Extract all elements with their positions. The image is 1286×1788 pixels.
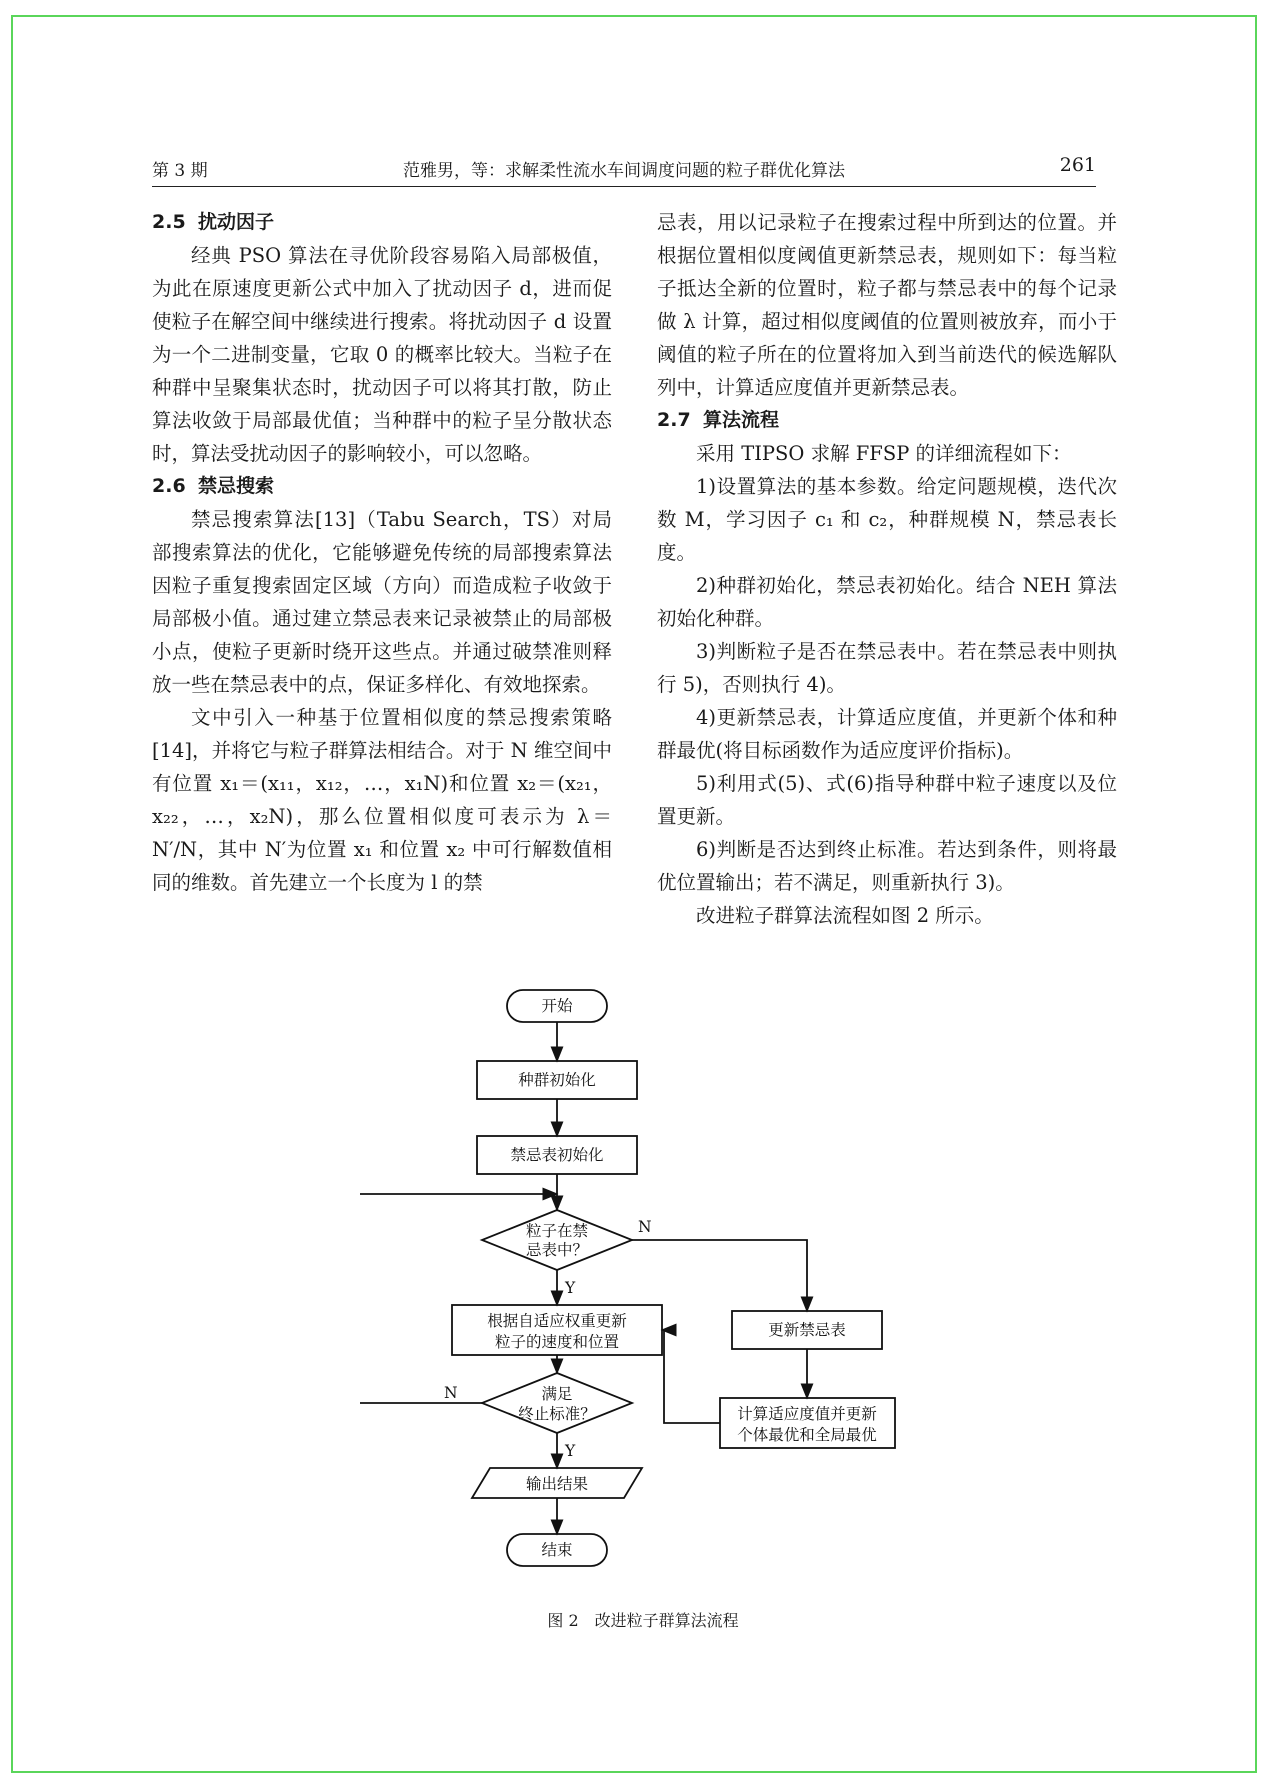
page-number: 261 (1059, 154, 1096, 176)
init-tabu-label: 禁忌表初始化 (510, 1146, 604, 1164)
arrow-calc-to-update (662, 1330, 720, 1423)
decision-in-tabu (482, 1210, 632, 1270)
step-5: 5)利用式(5)、式(6)指导种群中粒子速度以及位置更新。 (657, 772, 1117, 828)
left-column (152, 206, 612, 899)
paragraph: 改进粒子群算法流程如图 2 所示。 (696, 904, 994, 927)
section-heading-2-6: 2.6 禁忌搜索 (152, 475, 275, 497)
flowchart-figure (360, 978, 920, 1598)
arrow-decision-no (632, 1240, 807, 1311)
paragraph: 禁忌搜索算法[13]（Tabu Search，TS）对局部搜索算法的优化，它能够避免传统的局部搜索算法因粒子重复搜索固定区域（方向）而造成粒子收敛于局部极小值。通过建立禁忌表来记录被禁止的局部极小点，使粒子更新时绕开这些点。并通过破禁准则释放一些在禁忌表中的点，保证多样化、有效地探索。 (152, 508, 612, 696)
running-header (152, 152, 1096, 184)
step-4: 4)更新禁忌表，计算适应度值，并更新个体和种群最优(将目标函数作为适应度评价指标)。 (657, 706, 1117, 762)
section-heading-2-7: 2.7 算法流程 (657, 409, 780, 431)
branch-label-y2: Y (565, 1442, 576, 1460)
branch-label-n1: N (638, 1218, 652, 1236)
right-column (657, 206, 1117, 932)
decision-in-tabu-label-1: 粒子在禁 (525, 1222, 589, 1240)
branch-label-y1: Y (565, 1279, 576, 1297)
step-6: 6)判断是否达到终止标准。若达到条件，则将最优位置输出；若不满足，则重新执行 3)。 (657, 838, 1117, 894)
update-tabu-label: 更新禁忌表 (768, 1321, 846, 1339)
flowchart-svg (360, 978, 920, 1598)
paragraph: 文中引入一种基于位置相似度的禁忌搜索策略[14]，并将它与粒子群算法相结合。对于 N 维空间中有位置 x₁＝(x₁₁，x₁₂，…，x₁N)和位置 x₂＝(x₂₁，x₂₂，…，x₂N)，那么位置相似度可表示为 λ＝N′/N，其中 N′为位置 x₁ 和位置 x₂ 中可行解数值相同的维数。首先建立一个长度为 l 的禁 (152, 706, 612, 894)
init-population-label: 种群初始化 (518, 1071, 596, 1089)
paragraph: 忌表，用以记录粒子在搜索过程中所到达的位置。并根据位置相似度阈值更新禁忌表，规则如下：每当粒子抵达全新的位置时，粒子都与禁忌表中的每个记录做 λ 计算，超过相似度阈值的位置则被放弃，而小于阈值的粒子所在的位置将加入到当前迭代的候选解队列中，计算适应度值并更新禁忌表。 (657, 211, 1117, 399)
decision-termination (482, 1373, 632, 1433)
paragraph: 采用 TIPSO 求解 FFSP 的详细流程如下： (696, 442, 1072, 465)
update-velocity-label-1: 根据自适应权重更新 (487, 1312, 627, 1330)
running-title: 范雅男，等：求解柔性流水车间调度问题的粒子群优化算法 (403, 161, 845, 181)
calc-fitness-label-2: 个体最优和全局最优 (737, 1426, 877, 1444)
start-label: 开始 (541, 997, 573, 1015)
issue-number: 第 3 期 (152, 161, 208, 181)
calc-fitness-label-1: 计算适应度值并更新 (737, 1405, 877, 1423)
step-1: 1)设置算法的基本参数。给定问题规模，迭代次数 M，学习因子 c₁ 和 c₂，种群规模 N，禁忌表长度。 (657, 475, 1117, 564)
figure-caption: 图 2 改进粒子群算法流程 (547, 1611, 739, 1630)
output-label: 输出结果 (525, 1475, 589, 1493)
header-rule (152, 186, 1096, 187)
branch-label-n2: N (444, 1384, 458, 1402)
section-heading-2-5: 2.5 扰动因子 (152, 211, 275, 233)
decision-in-tabu-label-2: 忌表中？ (525, 1241, 589, 1259)
paragraph: 经典 PSO 算法在寻优阶段容易陷入局部极值，为此在原速度更新公式中加入了扰动因子 d，进而促使粒子在解空间中继续进行搜索。将扰动因子 d 设置为一个二进制变量，它取 0 的概率比较大。当粒子在种群中呈聚集状态时，扰动因子可以将其打散，防止算法收敛于局部最优值；当种群中的粒子呈分散状态时，算法受扰动因子的影响较小，可以忽略。 (152, 244, 612, 465)
update-velocity-label-2: 粒子的速度和位置 (494, 1333, 620, 1351)
decision-termination-label-2: 终止标准？ (518, 1405, 596, 1423)
decision-termination-label-1: 满足 (541, 1385, 573, 1403)
end-label: 结束 (541, 1541, 573, 1559)
step-2: 2)种群初始化，禁忌表初始化。结合 NEH 算法初始化种群。 (657, 574, 1117, 630)
step-3: 3)判断粒子是否在禁忌表中。若在禁忌表中则执行 5)，否则执行 4)。 (657, 640, 1117, 696)
